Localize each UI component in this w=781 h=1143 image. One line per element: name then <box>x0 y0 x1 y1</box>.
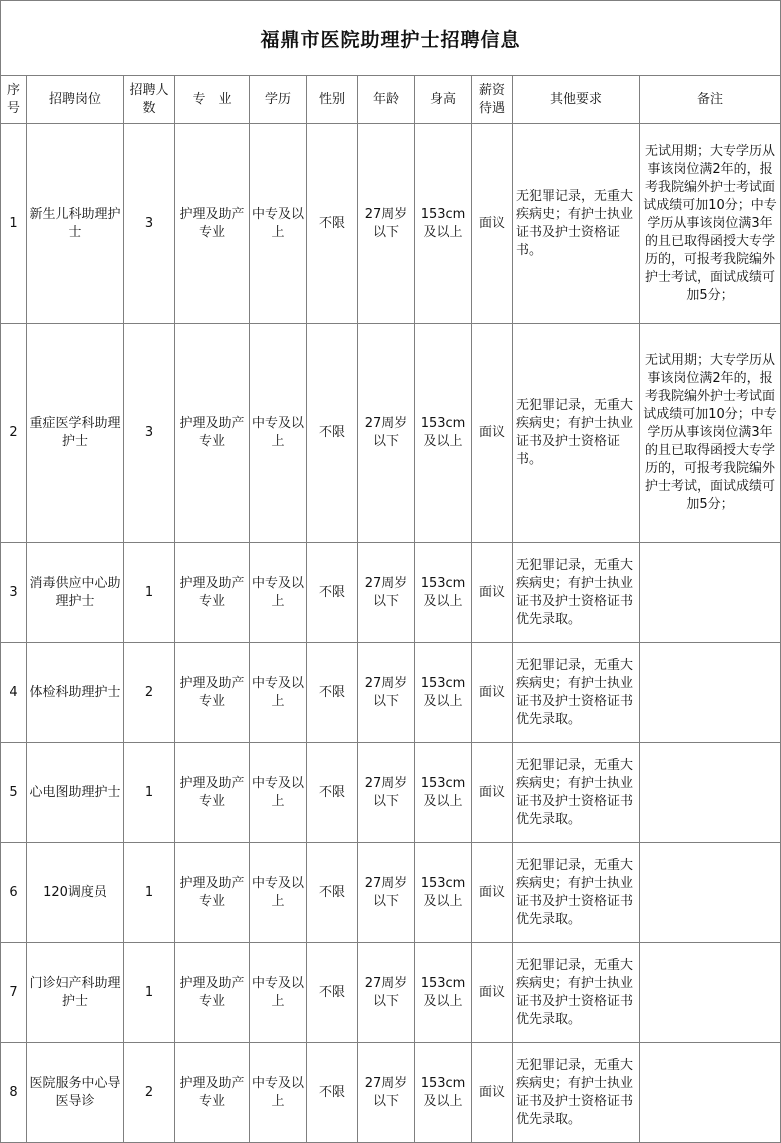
cell-salary: 面议 <box>472 843 513 943</box>
cell-age: 27周岁以下 <box>358 843 415 943</box>
cell-major: 护理及助产专业 <box>175 324 250 543</box>
cell-other-requirements: 无犯罪记录，无重大疾病史；有护士执业证书及护士资格证书优先录取。 <box>513 643 640 743</box>
cell-major: 护理及助产专业 <box>175 743 250 843</box>
cell-note: 无试用期；大专学历从事该岗位满2年的，报考我院编外护士考试面试成绩可加10分；中专学历从事该岗位满3年的且已取得函授大专学历的，可报考我院编外护士考试，面试成绩可加5分； <box>640 324 781 543</box>
cell-other-requirements: 无犯罪记录，无重大疾病史；有护士执业证书及护士资格证书优先录取。 <box>513 543 640 643</box>
header-count: 招聘人数 <box>124 76 175 124</box>
sheet-title: 福鼎市医院助理护士招聘信息 <box>0 0 781 76</box>
cell-height: 153cm及以上 <box>415 643 472 743</box>
cell-education: 中专及以上 <box>250 543 307 643</box>
cell-count: 3 <box>124 124 175 324</box>
cell-count: 1 <box>124 543 175 643</box>
cell-education: 中专及以上 <box>250 843 307 943</box>
cell-count: 1 <box>124 743 175 843</box>
cell-height: 153cm及以上 <box>415 124 472 324</box>
cell-education: 中专及以上 <box>250 324 307 543</box>
cell-gender: 不限 <box>307 743 358 843</box>
header-age: 年龄 <box>358 76 415 124</box>
cell-education: 中专及以上 <box>250 1043 307 1143</box>
cell-note <box>640 943 781 1043</box>
cell-position: 重症医学科助理护士 <box>27 324 124 543</box>
table-row <box>1 324 781 543</box>
cell-no: 8 <box>1 1043 27 1143</box>
cell-height: 153cm及以上 <box>415 543 472 643</box>
cell-gender: 不限 <box>307 124 358 324</box>
cell-position: 门诊妇产科助理护士 <box>27 943 124 1043</box>
cell-age: 27周岁以下 <box>358 743 415 843</box>
header-position: 招聘岗位 <box>27 76 124 124</box>
cell-count: 2 <box>124 643 175 743</box>
cell-no: 4 <box>1 643 27 743</box>
cell-position: 120调度员 <box>27 843 124 943</box>
cell-note <box>640 543 781 643</box>
cell-gender: 不限 <box>307 843 358 943</box>
cell-major: 护理及助产专业 <box>175 543 250 643</box>
cell-salary: 面议 <box>472 943 513 1043</box>
cell-height: 153cm及以上 <box>415 324 472 543</box>
cell-education: 中专及以上 <box>250 124 307 324</box>
cell-other-requirements: 无犯罪记录，无重大疾病史；有护士执业证书及护士资格证书优先录取。 <box>513 943 640 1043</box>
header-note: 备注 <box>640 76 781 124</box>
cell-note <box>640 743 781 843</box>
cell-salary: 面议 <box>472 743 513 843</box>
cell-major: 护理及助产专业 <box>175 1043 250 1143</box>
cell-count: 1 <box>124 943 175 1043</box>
cell-education: 中专及以上 <box>250 743 307 843</box>
cell-salary: 面议 <box>472 543 513 643</box>
cell-position: 心电图助理护士 <box>27 743 124 843</box>
table-row <box>1 1043 781 1143</box>
cell-major: 护理及助产专业 <box>175 843 250 943</box>
header-salary: 薪资待遇 <box>472 76 513 124</box>
table-row <box>1 643 781 743</box>
cell-height: 153cm及以上 <box>415 843 472 943</box>
cell-count: 3 <box>124 324 175 543</box>
cell-salary: 面议 <box>472 124 513 324</box>
cell-education: 中专及以上 <box>250 643 307 743</box>
cell-education: 中专及以上 <box>250 943 307 1043</box>
cell-height: 153cm及以上 <box>415 943 472 1043</box>
cell-major: 护理及助产专业 <box>175 943 250 1043</box>
header-major: 专 业 <box>175 76 250 124</box>
cell-salary: 面议 <box>472 643 513 743</box>
header-row <box>1 76 781 124</box>
cell-height: 153cm及以上 <box>415 1043 472 1143</box>
table-row <box>1 543 781 643</box>
cell-age: 27周岁以下 <box>358 943 415 1043</box>
table-row <box>1 124 781 324</box>
cell-age: 27周岁以下 <box>358 1043 415 1143</box>
cell-position: 新生儿科助理护士 <box>27 124 124 324</box>
table-row <box>1 743 781 843</box>
cell-age: 27周岁以下 <box>358 643 415 743</box>
cell-gender: 不限 <box>307 943 358 1043</box>
cell-count: 2 <box>124 1043 175 1143</box>
cell-count: 1 <box>124 843 175 943</box>
cell-other-requirements: 无犯罪记录，无重大疾病史；有护士执业证书及护士资格证书优先录取。 <box>513 843 640 943</box>
table-row <box>1 843 781 943</box>
cell-gender: 不限 <box>307 1043 358 1143</box>
header-height: 身高 <box>415 76 472 124</box>
header-no: 序号 <box>1 76 27 124</box>
cell-note: 无试用期；大专学历从事该岗位满2年的，报考我院编外护士考试面试成绩可加10分；中专学历从事该岗位满3年的且已取得函授大专学历的，可报考我院编外护士考试，面试成绩可加5分； <box>640 124 781 324</box>
cell-major: 护理及助产专业 <box>175 124 250 324</box>
cell-age: 27周岁以下 <box>358 543 415 643</box>
cell-other-requirements: 无犯罪记录，无重大疾病史；有护士执业证书及护士资格证书优先录取。 <box>513 1043 640 1143</box>
cell-gender: 不限 <box>307 643 358 743</box>
cell-no: 7 <box>1 943 27 1043</box>
cell-position: 消毒供应中心助理护士 <box>27 543 124 643</box>
cell-gender: 不限 <box>307 324 358 543</box>
cell-no: 6 <box>1 843 27 943</box>
table-row <box>1 943 781 1043</box>
cell-height: 153cm及以上 <box>415 743 472 843</box>
cell-other-requirements: 无犯罪记录，无重大疾病史；有护士执业证书及护士资格证书。 <box>513 324 640 543</box>
recruitment-table <box>0 75 781 1143</box>
cell-major: 护理及助产专业 <box>175 643 250 743</box>
cell-salary: 面议 <box>472 324 513 543</box>
cell-position: 体检科助理护士 <box>27 643 124 743</box>
cell-position: 医院服务中心导医导诊 <box>27 1043 124 1143</box>
cell-note <box>640 1043 781 1143</box>
cell-no: 3 <box>1 543 27 643</box>
cell-age: 27周岁以下 <box>358 124 415 324</box>
header-gender: 性别 <box>307 76 358 124</box>
cell-no: 2 <box>1 324 27 543</box>
header-other-requirements: 其他要求 <box>513 76 640 124</box>
cell-note <box>640 643 781 743</box>
cell-other-requirements: 无犯罪记录，无重大疾病史；有护士执业证书及护士资格证书。 <box>513 124 640 324</box>
cell-age: 27周岁以下 <box>358 324 415 543</box>
cell-no: 5 <box>1 743 27 843</box>
cell-other-requirements: 无犯罪记录，无重大疾病史；有护士执业证书及护士资格证书优先录取。 <box>513 743 640 843</box>
cell-salary: 面议 <box>472 1043 513 1143</box>
cell-note <box>640 843 781 943</box>
header-education: 学历 <box>250 76 307 124</box>
cell-no: 1 <box>1 124 27 324</box>
cell-gender: 不限 <box>307 543 358 643</box>
